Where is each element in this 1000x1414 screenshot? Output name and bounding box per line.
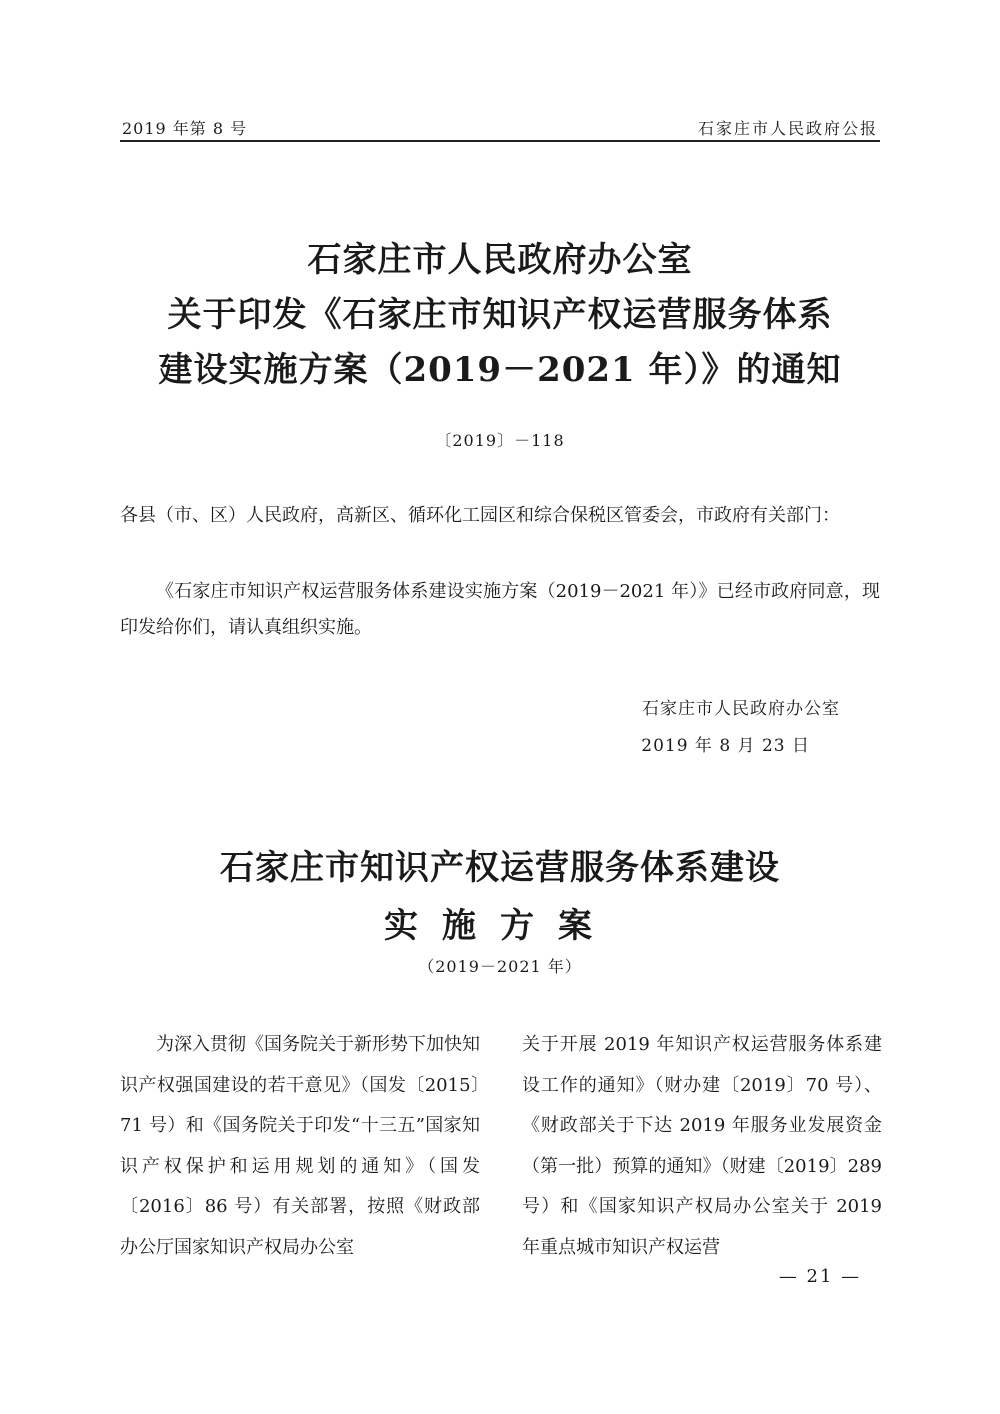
plan-title-line-1: 石家庄市知识产权运营服务体系建设: [220, 848, 780, 888]
signature-date: 2019 年 8 月 23 日: [641, 736, 810, 756]
header-publication: 石家庄市人民政府公报: [697, 119, 878, 138]
notice-title-line-3: 建设实施方案（2019－2021 年）》的通知: [158, 350, 842, 390]
plan-left-column-text: 为深入贯彻《国务院关于新形势下加快知识产权强国建设的若干意见》（国发〔2015〕71 号）和《国务院关于印发“十三五”国家知识产权保护和运用规划的通知》（国发〔2016〕86 号）有关部署，按照《财政部办公厅国家知识产权局办公室: [120, 1034, 480, 1258]
plan-years: （2019－2021 年）: [418, 957, 582, 976]
plan-right-column-text: 关于开展 2019 年知识产权运营服务体系建设工作的通知》（财办建〔2019〕70 号）、《财政部关于下达 2019 年服务业发展资金（第一批）预算的通知》（财建〔2019〕289 号）和《国家知识产权局办公室关于 2019 年重点城市知识产权运营: [522, 1034, 882, 1258]
plan-title-line-2: 实施方案: [384, 906, 616, 946]
document-number: 〔2019〕－118: [435, 431, 565, 450]
notice-addressee: 各县（市、区）人民政府，高新区、循环化工园区和综合保税区管委会，市政府有关部门：: [120, 505, 840, 526]
notice-title-line-1: 石家庄市人民政府办公室: [307, 240, 693, 280]
page-number: — 21 —: [778, 1266, 862, 1287]
header-issue: 2019 年第 8 号: [122, 119, 248, 138]
header-rule: [120, 140, 880, 142]
notice-body: 《石家庄市知识产权运营服务体系建设实施方案（2019－2021 年）》已经市政府同意，现印发给你们，请认真组织实施。: [120, 581, 880, 638]
signature-organization: 石家庄市人民政府办公室: [642, 699, 840, 719]
notice-title-line-2: 关于印发《石家庄市知识产权运营服务体系: [167, 295, 833, 335]
